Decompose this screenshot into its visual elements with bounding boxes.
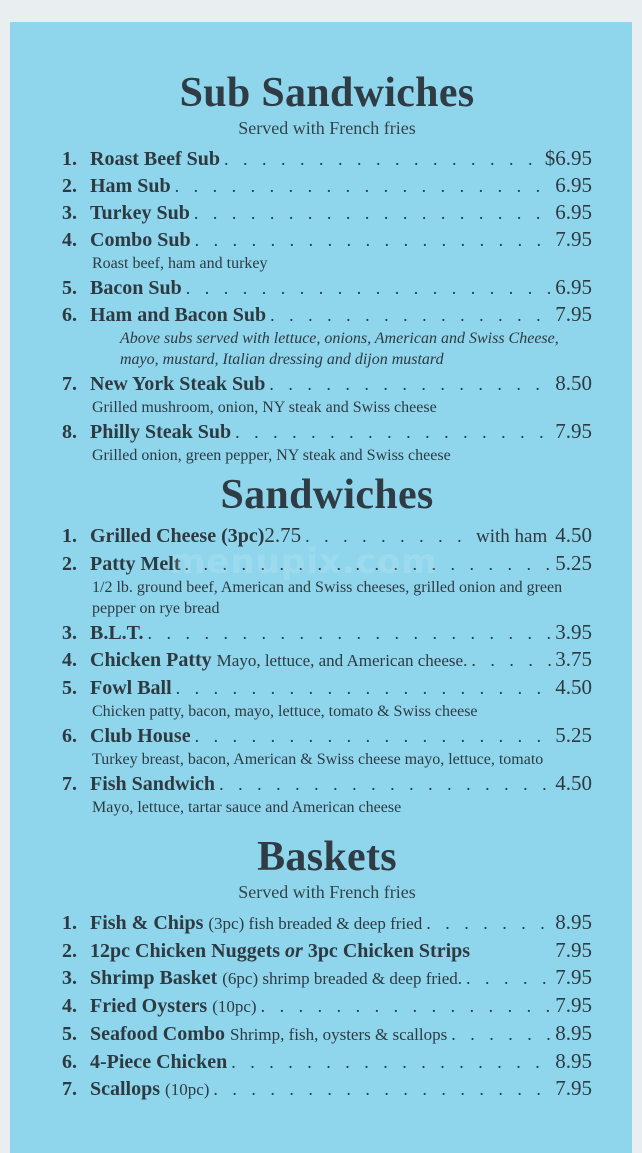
menu-item <box>62 522 592 550</box>
dot-leader <box>270 302 551 328</box>
section-subtitle: Served with French fries <box>238 118 416 138</box>
item-inline-description: (10pc) <box>212 997 257 1016</box>
menu-item <box>62 646 592 674</box>
item-name: Bacon Sub <box>90 277 182 299</box>
item-name-connector: or <box>285 940 303 962</box>
menu-item <box>62 674 592 722</box>
menu-item-row <box>62 674 592 701</box>
item-inline-description: Mayo, lettuce, and American cheese. <box>216 651 468 670</box>
item-price: 7.95 <box>555 938 592 962</box>
dot-leader <box>195 723 552 749</box>
item-alt-price: 4.50 <box>555 523 592 547</box>
item-number: 5. <box>62 277 77 299</box>
item-inline-description: Shrimp, fish, oysters & scallops <box>230 1025 448 1044</box>
item-name: Scallops <box>90 1078 161 1100</box>
item-price: 7.95 <box>555 227 592 251</box>
item-price: 6.95 <box>555 200 592 224</box>
menu-item-row <box>62 172 592 199</box>
dot-leader <box>269 371 551 397</box>
item-price: 6.95 <box>555 275 592 299</box>
menu-item-row <box>62 1075 592 1103</box>
menu-item <box>62 937 592 964</box>
dot-leader <box>471 647 551 673</box>
dot-leader <box>426 910 551 936</box>
menu-item-list <box>62 909 592 1103</box>
menu-item-row <box>62 964 592 992</box>
menu-item <box>62 770 592 818</box>
section-title: Sub Sandwiches <box>179 70 475 116</box>
menu-item-row <box>62 145 592 172</box>
menu-item <box>62 1048 592 1075</box>
item-number: 5. <box>62 1023 77 1045</box>
item-alt-label: with ham <box>476 526 548 547</box>
item-number: 7. <box>62 773 77 795</box>
dot-leader <box>305 523 472 549</box>
menu-item-row <box>62 909 592 937</box>
item-name: B.L.T. <box>90 622 144 644</box>
menu-item <box>62 370 592 418</box>
item-inline-description: (3pc) fish breaded & deep fried <box>208 914 423 933</box>
menu-item <box>62 418 592 466</box>
menu-item <box>62 199 592 226</box>
item-description: Roast beef, ham and turkey <box>92 255 268 272</box>
item-number: 4. <box>62 649 77 671</box>
item-price: 3.95 <box>555 620 592 644</box>
item-name: Combo Sub <box>90 229 191 251</box>
item-number: 6. <box>62 304 77 326</box>
item-number: 7. <box>62 1078 77 1100</box>
item-name: New York Steak Sub <box>90 373 266 395</box>
item-description: Chicken patty, bacon, mayo, lettuce, tomato & Swiss cheese <box>92 703 478 720</box>
item-price: 8.95 <box>555 1021 592 1045</box>
item-description: 1/2 lb. ground beef, American and Swiss cheeses, grilled onion and green pepper on rye bread <box>92 579 563 617</box>
watermark: menupix.com <box>170 542 438 582</box>
menu-item <box>62 1075 592 1103</box>
menu-item-row <box>62 370 592 397</box>
item-name: Fish Sandwich <box>90 773 216 795</box>
item-name: Shrimp Basket <box>90 967 218 989</box>
item-name: Ham Sub <box>90 175 171 197</box>
item-number: 7. <box>62 373 77 395</box>
menu-item-row <box>62 418 592 445</box>
sub-sandwiches-section <box>62 72 592 466</box>
dot-leader <box>235 419 551 445</box>
item-inline-description: (10pc) <box>165 1080 210 1099</box>
item-name: Patty Melt <box>90 553 181 575</box>
dot-leader <box>213 1076 551 1102</box>
item-name: Turkey Sub <box>90 202 190 224</box>
item-number: 3. <box>62 202 77 224</box>
menu-item <box>62 145 592 172</box>
menu-item <box>62 172 592 199</box>
dot-leader <box>451 1021 551 1047</box>
item-number: 1. <box>62 912 77 934</box>
section-title: Sandwiches <box>220 472 434 518</box>
dot-leader <box>148 620 552 646</box>
dot-leader <box>176 675 552 701</box>
item-note: Above subs served with lettuce, onions, American and Swiss Cheese, mayo, mustard, Italian dressing and dijon mustard <box>120 330 559 368</box>
item-description: Mayo, lettuce, tartar sauce and American cheese <box>92 799 402 816</box>
menu-item-list <box>62 145 592 466</box>
item-price: 6.95 <box>555 173 592 197</box>
item-description: Turkey breast, bacon, American & Swiss cheese mayo, lettuce, tomato <box>92 751 544 768</box>
menu-item-row <box>62 199 592 226</box>
section-title: Baskets <box>257 834 397 880</box>
item-number: 6. <box>62 1051 77 1073</box>
menu-item <box>62 909 592 937</box>
item-number: 5. <box>62 677 77 699</box>
dot-leader <box>185 551 552 577</box>
item-name: Chicken Patty <box>90 649 212 671</box>
item-price: 8.95 <box>555 910 592 934</box>
dot-leader <box>194 200 551 226</box>
menu-item-row <box>62 522 592 550</box>
item-price: 7.95 <box>555 965 592 989</box>
item-price: 7.95 <box>555 1076 592 1100</box>
item-price: 7.95 <box>555 993 592 1017</box>
item-name: 4-Piece Chicken <box>90 1051 228 1073</box>
dot-leader <box>224 146 541 172</box>
menu-item <box>62 550 592 619</box>
item-inline-description: (6pc) shrimp breaded & deep fried. <box>222 969 463 988</box>
menu-item-row <box>62 992 592 1020</box>
item-number: 4. <box>62 995 77 1017</box>
menu-item-row <box>62 550 592 577</box>
menu-item <box>62 722 592 770</box>
item-name: Grilled Cheese (3pc) <box>90 525 265 547</box>
item-number: 2. <box>62 175 77 197</box>
menu-item-row <box>62 226 592 253</box>
menu-item <box>62 301 592 370</box>
item-price: 4.50 <box>555 675 592 699</box>
menu-item <box>62 619 592 646</box>
menu-item-row <box>62 646 592 674</box>
dot-leader <box>186 275 552 301</box>
dot-leader <box>466 965 551 991</box>
dot-leader <box>195 227 552 253</box>
menu-item-row <box>62 1020 592 1048</box>
item-price: 4.50 <box>555 771 592 795</box>
item-name: Club House <box>90 725 191 747</box>
menu-item <box>62 226 592 274</box>
item-number: 4. <box>62 229 77 251</box>
dot-leader <box>175 173 552 199</box>
item-number: 6. <box>62 725 77 747</box>
item-number: 2. <box>62 940 77 962</box>
item-name: Fish & Chips <box>90 912 204 934</box>
item-name: 12pc Chicken Nuggets or 3pc Chicken Strips <box>90 940 471 962</box>
item-name: Fried Oysters <box>90 995 208 1017</box>
item-price: 8.50 <box>555 371 592 395</box>
menu-item <box>62 992 592 1020</box>
item-name: Philly Steak Sub <box>90 421 232 443</box>
menu-item-row <box>62 937 592 964</box>
baskets-section <box>62 836 592 1103</box>
dot-leader <box>261 993 552 1019</box>
menu-item <box>62 1020 592 1048</box>
item-number: 3. <box>62 622 77 644</box>
sandwiches-section <box>62 474 592 818</box>
item-price: 2.75 <box>264 523 302 547</box>
item-name: Fowl Ball <box>90 677 172 699</box>
item-price: 3.75 <box>555 647 592 671</box>
item-price: 7.95 <box>555 302 592 326</box>
item-price: 7.95 <box>555 419 592 443</box>
item-number: 2. <box>62 553 77 575</box>
item-description: Grilled mushroom, onion, NY steak and Swiss cheese <box>92 399 437 416</box>
item-name: Roast Beef Sub <box>90 148 221 170</box>
section-subtitle: Served with French fries <box>238 882 416 902</box>
item-number: 3. <box>62 967 77 989</box>
item-price: 8.95 <box>555 1049 592 1073</box>
menu-item-row <box>62 619 592 646</box>
dot-leader <box>219 771 551 797</box>
menu-item-row <box>62 274 592 301</box>
menu-item-row <box>62 770 592 797</box>
menu-item-row <box>62 722 592 749</box>
item-name: Seafood Combo <box>90 1023 226 1045</box>
item-number: 1. <box>62 525 77 547</box>
item-price: $6.95 <box>544 146 592 170</box>
item-number: 8. <box>62 421 77 443</box>
menu-item-row <box>62 301 592 328</box>
item-price: 5.25 <box>555 551 592 575</box>
item-price: 5.25 <box>555 723 592 747</box>
menu-page <box>10 22 632 1153</box>
item-description: Grilled onion, green pepper, NY steak and Swiss cheese <box>92 447 451 464</box>
item-name: Ham and Bacon Sub <box>90 304 267 326</box>
menu-item <box>62 964 592 992</box>
item-number: 1. <box>62 148 77 170</box>
menu-item-list <box>62 522 592 818</box>
menu-item-row <box>62 1048 592 1075</box>
menu-item <box>62 274 592 301</box>
dot-leader <box>231 1049 551 1075</box>
